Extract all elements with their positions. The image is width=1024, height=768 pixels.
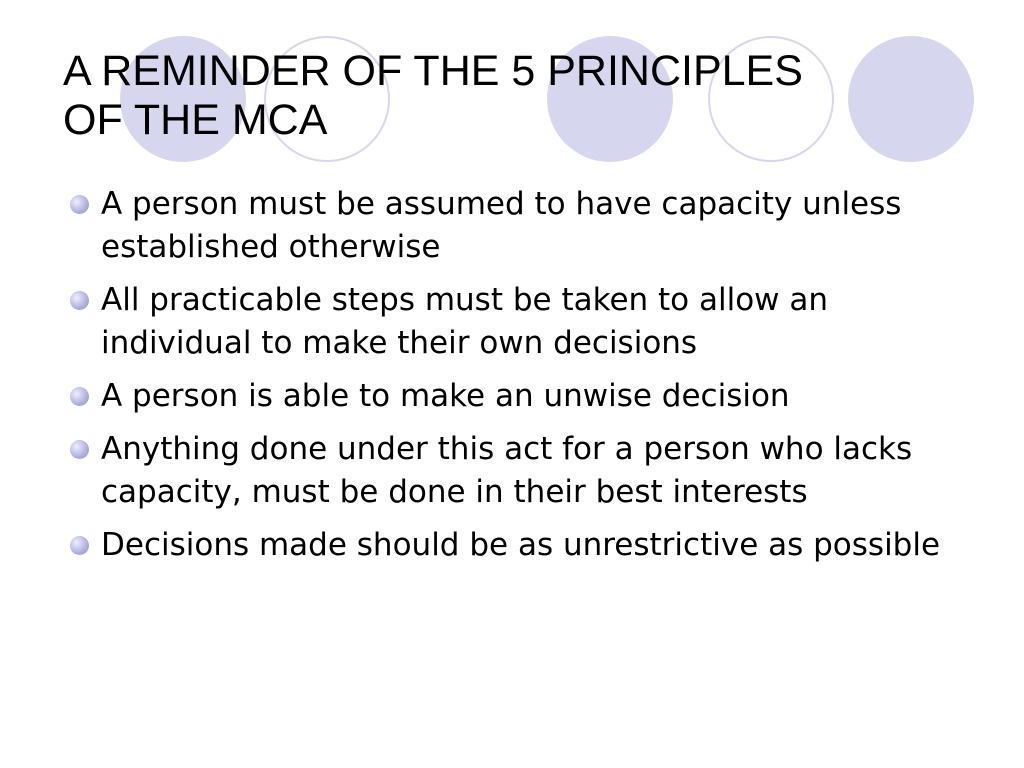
bullet-icon	[70, 195, 89, 214]
bullet-text: A person is able to make an unwise decision	[101, 378, 790, 414]
bullet-icon	[70, 291, 89, 310]
slide-title	[63, 47, 963, 145]
bullet-item	[70, 428, 975, 514]
bullet-list	[70, 183, 975, 577]
bullet-item	[70, 375, 975, 418]
bullet-item	[70, 524, 975, 567]
bullet-item	[70, 279, 975, 365]
slide-title-line: OF THE MCA	[63, 96, 328, 144]
bullet-text: Anything done under this act for a person who lacks capacity, must be done in their best interests	[101, 431, 913, 510]
bullet-icon	[70, 536, 89, 555]
slide-title-line: A REMINDER OF THE 5 PRINCIPLES	[63, 47, 803, 95]
bullet-icon	[70, 387, 89, 406]
bullet-text: All practicable steps must be taken to allow an individual to make their own decisions	[101, 282, 829, 361]
bullet-text: Decisions made should be as unrestrictive as possible	[101, 527, 941, 563]
bullet-icon	[70, 440, 89, 459]
bullet-item	[70, 183, 975, 269]
bullet-text: A person must be assumed to have capacity unless established otherwise	[101, 186, 902, 265]
